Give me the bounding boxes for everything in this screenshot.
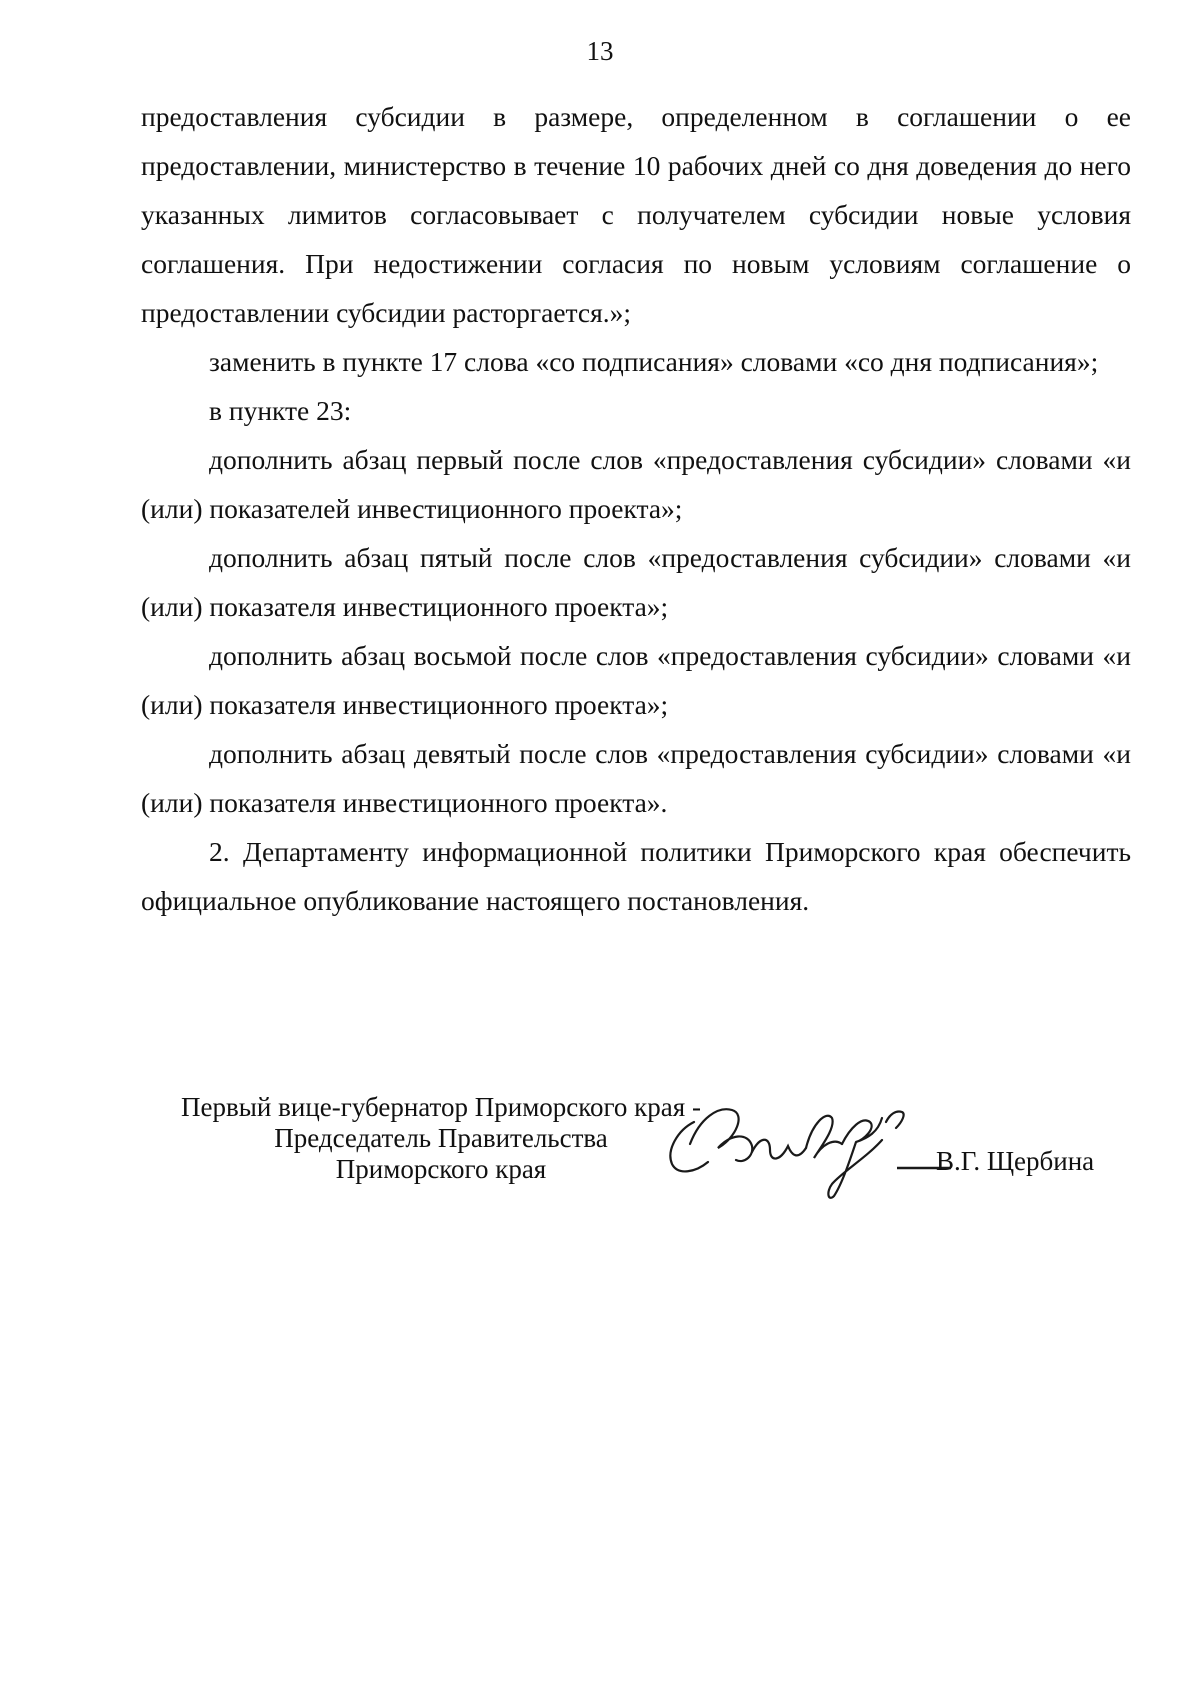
paragraph: заменить в пункте 17 слова «со подписания» словами «со дня подписания»;: [209, 346, 1099, 377]
paragraph: дополнить абзац девятый после слов «предоставления субсидии» словами «и (или) показателя инвестиционного проекта».: [141, 738, 1131, 818]
paragraph: дополнить абзац первый после слов «предоставления субсидии» словами «и (или) показателей инвестиционного проекта»;: [141, 444, 1131, 524]
paragraph: 2. Департаменту информационной политики Приморского края обеспечить официальное опубликование настоящего постановления.: [141, 836, 1131, 916]
page-number: 13: [586, 36, 614, 66]
position-line: Первый вице-губернатор Приморского края -: [181, 1092, 701, 1122]
position-line: Председатель Правительства: [274, 1123, 608, 1153]
handwritten-signature: [656, 1088, 916, 1208]
paragraph: предоставления субсидии в размере, определенном в соглашении о ее предоставлении, министерство в течение 10 рабочих дней со дня доведения до него указанных лимитов согласовывает с получателем субсидии новые условия соглашения. При недостижении согласия по новым условиям соглашение о предоставлении субсидии расторгается.»;: [141, 101, 1131, 328]
paragraph: в пункте 23:: [209, 395, 352, 426]
position-line: Приморского края: [335, 1154, 547, 1184]
document-body: [141, 92, 1131, 925]
paragraph: дополнить абзац восьмой после слов «предоставления субсидии» словами «и (или) показателя инвестиционного проекта»;: [141, 640, 1131, 720]
signatory-name: В.Г. Щербина: [936, 1146, 1095, 1176]
paragraph: дополнить абзац пятый после слов «предоставления субсидии» словами «и (или) показателя инвестиционного проекта»;: [141, 542, 1131, 622]
signature-block: [141, 1092, 1131, 1242]
signatory-position: [141, 1092, 741, 1185]
